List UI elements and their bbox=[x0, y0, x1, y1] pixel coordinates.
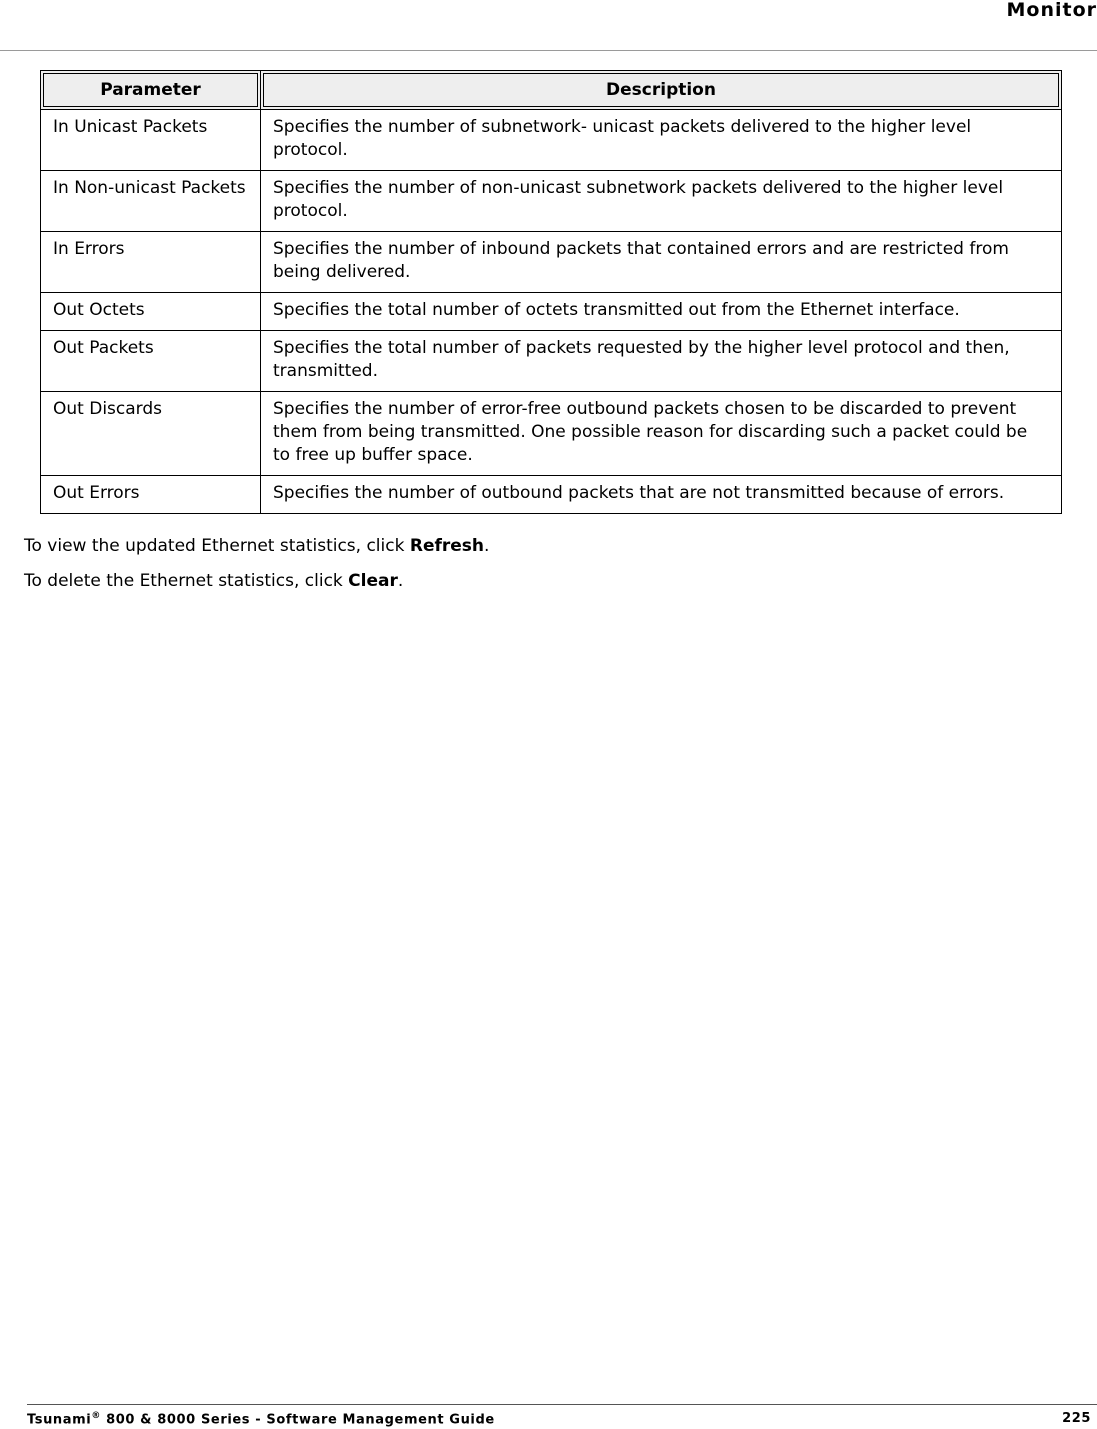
page-number: 225 bbox=[1062, 1411, 1091, 1426]
table-row bbox=[41, 293, 1062, 331]
parameter-cell: In Errors bbox=[41, 232, 261, 293]
refresh-instruction-text: To view the updated Ethernet statistics, click bbox=[24, 536, 410, 556]
refresh-instruction bbox=[24, 534, 489, 558]
column-header-parameter: Parameter bbox=[41, 71, 261, 110]
description-cell: Specifies the total number of octets transmitted out from the Ethernet interface. bbox=[261, 293, 1062, 331]
parameter-cell: Out Packets bbox=[41, 331, 261, 392]
table-row bbox=[41, 392, 1062, 476]
description-cell: Specifies the number of non-unicast subnetwork packets delivered to the higher level protocol. bbox=[261, 171, 1062, 232]
clear-instruction-text: To delete the Ethernet statistics, click bbox=[24, 571, 349, 591]
parameter-cell: In Non-unicast Packets bbox=[41, 171, 261, 232]
description-cell: Specifies the number of outbound packets that are not transmitted because of errors. bbox=[261, 476, 1062, 514]
description-cell: Specifies the number of subnetwork- unicast packets delivered to the higher level protocol. bbox=[261, 110, 1062, 171]
header-divider bbox=[0, 50, 1097, 51]
table-header-row bbox=[41, 71, 1062, 110]
table-row bbox=[41, 171, 1062, 232]
description-cell: Specifies the number of error-free outbound packets chosen to be discarded to prevent them from being transmitted. One possible reason for discarding such a packet could be to free up buffer space. bbox=[261, 392, 1062, 476]
description-cell: Specifies the number of inbound packets that contained errors and are restricted from being delivered. bbox=[261, 232, 1062, 293]
column-header-description: Description bbox=[261, 71, 1062, 110]
refresh-instruction-end: . bbox=[484, 536, 490, 556]
footer-guide-name: 800 & 8000 Series - Software Management Guide bbox=[100, 1412, 495, 1428]
footer-product-name: Tsunami bbox=[27, 1412, 92, 1428]
table-row bbox=[41, 110, 1062, 171]
refresh-button-label: Refresh bbox=[409, 536, 485, 556]
clear-instruction-end: . bbox=[397, 571, 404, 591]
parameter-cell: Out Errors bbox=[41, 476, 261, 514]
running-header-title: Monitor bbox=[1006, 0, 1097, 21]
description-cell: Specifies the total number of packets requested by the higher level protocol and then, transmitted. bbox=[261, 331, 1062, 392]
footer-divider bbox=[27, 1404, 1097, 1405]
footer-guide-title bbox=[27, 1411, 495, 1427]
parameter-cell: Out Octets bbox=[41, 293, 261, 331]
table-row bbox=[41, 476, 1062, 514]
clear-instruction bbox=[24, 569, 403, 593]
parameter-table bbox=[40, 70, 1062, 514]
parameter-cell: In Unicast Packets bbox=[41, 110, 261, 171]
table-row bbox=[41, 232, 1062, 293]
table-row bbox=[41, 331, 1062, 392]
parameter-cell: Out Discards bbox=[41, 392, 261, 476]
registered-mark: ® bbox=[91, 1411, 101, 1421]
clear-button-label: Clear bbox=[348, 571, 398, 591]
